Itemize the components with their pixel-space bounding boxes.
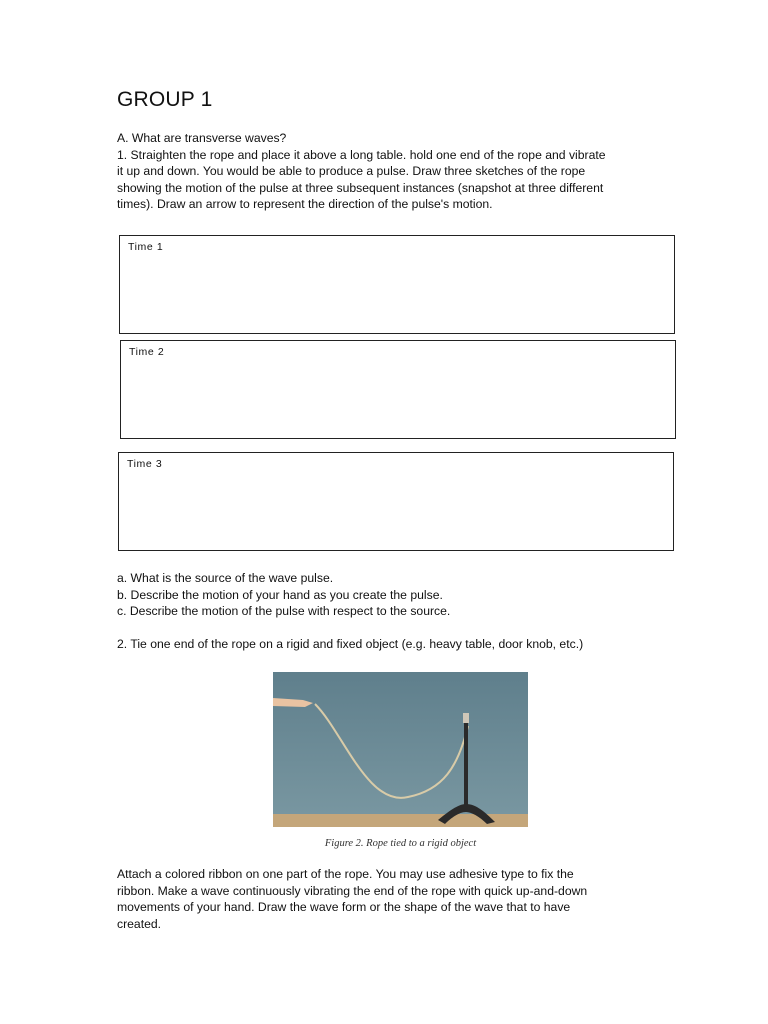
sketch-box-label: Time 3 (127, 458, 163, 470)
sketch-box-time-1[interactable] (119, 235, 675, 334)
rope-figure-photo (273, 672, 528, 827)
instruction-line: 1. Straighten the rope and place it above a long table. hold one end of the rope and vibrate (117, 147, 606, 162)
instruction-line: times). Draw an arrow to represent the direction of the pulse's motion. (117, 197, 493, 212)
stand-post (464, 723, 468, 808)
instruction-line: showing the motion of the pulse at three subsequent instances (snapshot at three different (117, 180, 604, 195)
final-line: Attach a colored ribbon on one part of the rope. You may use adhesive type to fix the (117, 867, 574, 881)
sketch-box-time-2[interactable] (120, 340, 676, 439)
final-line: movements of your hand. Draw the wave form or the shape of the wave that to have (117, 900, 571, 915)
final-line: created. (117, 916, 162, 931)
final-line: ribbon. Make a wave continuously vibrating the end of the rope with quick up-and-down (117, 883, 588, 898)
final-instructions (117, 866, 677, 932)
wall-background (273, 672, 528, 827)
sketch-box-label: Time 2 (129, 346, 165, 358)
step-2-text (117, 636, 677, 653)
post-cap (463, 713, 469, 723)
question-item: a. What is the source of the wave pulse. (117, 571, 334, 585)
figure-caption: Figure 2. Rope tied to a rigid object (324, 838, 477, 849)
sketch-box-label: Time 1 (128, 241, 164, 253)
question-item: c. Describe the motion of the pulse with respect to the source. (117, 604, 451, 619)
sketch-box-time-3[interactable] (118, 452, 674, 551)
instruction-line: it up and down. You would be able to produce a pulse. Draw three sketches of the rope (117, 164, 586, 179)
page-title: GROUP 1 (117, 88, 213, 111)
section-a-question: A. What are transverse waves? (117, 131, 287, 145)
step-2-line: 2. Tie one end of the rope on a rigid and fixed object (e.g. heavy table, door knob, etc.) (117, 637, 584, 651)
section-a-text (117, 130, 677, 213)
question-item: b. Describe the motion of your hand as you create the pulse. (117, 587, 443, 602)
questions-list (117, 570, 677, 620)
